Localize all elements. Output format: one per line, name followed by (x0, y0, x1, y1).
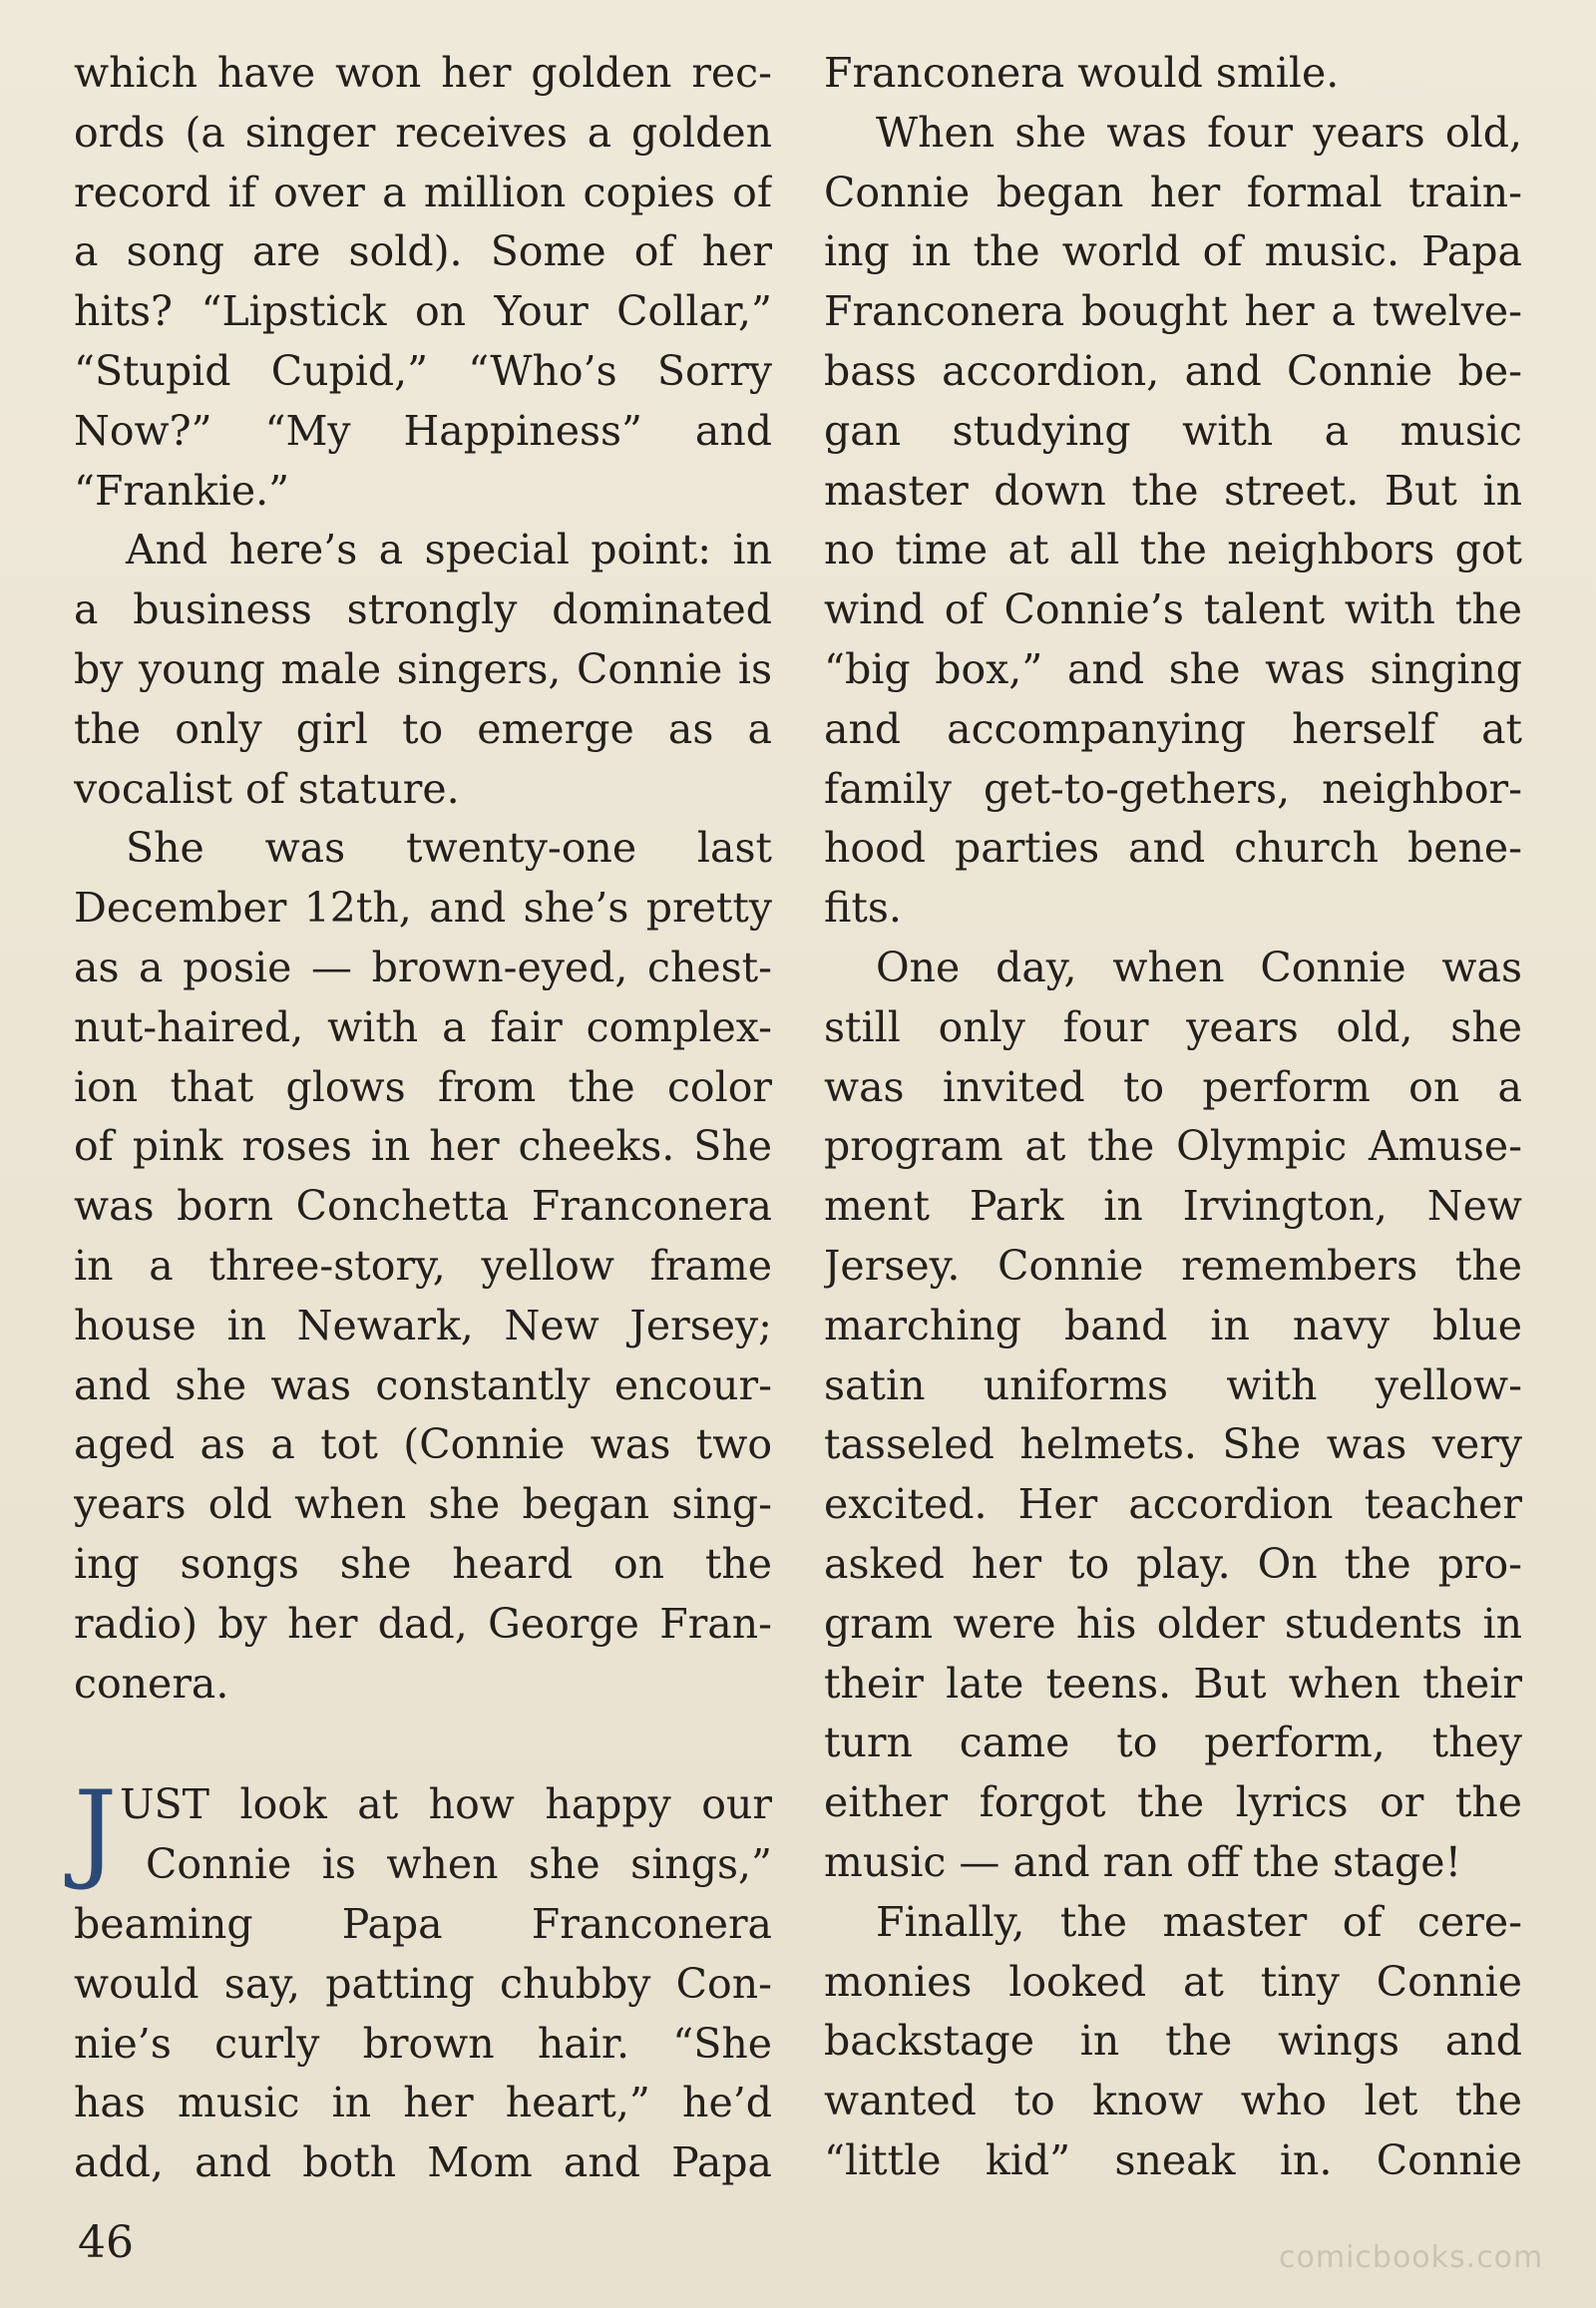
text-line: aged as a tot (Connie was two (74, 1420, 772, 1469)
text-line: family get-to-gethers, neighbor- (824, 764, 1522, 813)
text-line: has music in her heart,” he’d (74, 2079, 772, 2127)
text-line: was born Conchetta Franconera (74, 1182, 772, 1231)
text-line: was invited to perform on a (824, 1062, 1522, 1111)
text-line: add, and both Mom and Papa (74, 2138, 772, 2187)
paragraph-golden-records (74, 44, 772, 521)
text-line: “little kid” sneak in. Connie (824, 2135, 1522, 2184)
paragraph-master-of-ceremonies (824, 1893, 1522, 2191)
text-line: which have won her golden rec- (74, 49, 772, 97)
text-line: And here’s a special point: in (126, 526, 772, 575)
text-line: wind of Connie’s talent with the (824, 585, 1522, 634)
text-line: no time at all the neighbors got (824, 526, 1522, 575)
text-line: still only four years old, she (824, 1002, 1522, 1051)
text-line: record if over a million copies of (74, 168, 772, 216)
text-line: backstage in the wings and (824, 2017, 1522, 2066)
text-line: bass accordion, and Connie be- (824, 346, 1522, 395)
text-line: marching band in navy blue (824, 1301, 1522, 1349)
text-line: excited. Her accordion teacher (824, 1480, 1522, 1529)
text-line: Connie is when she sings,” (146, 1840, 772, 1889)
text-line: the only girl to emerge as a (74, 704, 772, 753)
text-line: Jersey. Connie remembers the (824, 1241, 1522, 1290)
text-line: turn came to perform, they (824, 1719, 1522, 1767)
text-line: in a three-story, yellow frame (74, 1241, 772, 1290)
text-line: “Frankie.” (74, 466, 290, 515)
right-column (824, 44, 1522, 2191)
paragraph-smile (824, 44, 1522, 104)
text-line: a business strongly dominated (74, 585, 772, 634)
text-line: years old when she began sing- (74, 1480, 772, 1529)
text-line: Now?” “My Happiness” and (74, 406, 772, 455)
page-number: 46 (78, 2217, 134, 2268)
text-line: satin uniforms with yellow- (824, 1360, 1522, 1409)
text-line: by young male singers, Connie is (74, 644, 772, 693)
text-line: She was twenty-one last (126, 824, 772, 873)
text-line: their late teens. But when their (824, 1659, 1522, 1708)
text-line: wanted to know who let the (824, 2077, 1522, 2125)
text-line: “Stupid Cupid,” “Who’s Sorry (74, 346, 772, 395)
text-line: tasseled helmets. She was very (824, 1420, 1522, 1469)
text-line: nie’s curly brown hair. “She (74, 2019, 772, 2068)
text-line: asked her to play. On the pro- (824, 1539, 1522, 1588)
text-line: radio) by her dad, George Fran- (74, 1599, 772, 1648)
text-line: UST look at how happy our (120, 1780, 772, 1829)
text-line: ion that glows from the color (74, 1062, 772, 1111)
text-line: vocalist of stature. (74, 764, 460, 813)
text-line: fits. (824, 884, 902, 933)
text-line: would say, patting chubby Con- (74, 1959, 772, 2008)
text-line: as a posie — brown-eyed, chest- (74, 943, 772, 991)
text-line: ords (a singer receives a golden (74, 108, 772, 157)
text-line: nut-haired, with a fair complex- (74, 1002, 772, 1051)
paragraph-special-point (74, 521, 772, 819)
section-break (74, 1714, 772, 1775)
drop-cap: J (74, 1768, 118, 1894)
text-line: December 12th, and she’s pretty (74, 884, 772, 933)
text-line: ment Park in Irvington, New (824, 1182, 1522, 1231)
text-line: of pink roses in her cheeks. She (74, 1122, 772, 1171)
text-line: hood parties and church bene- (824, 824, 1522, 873)
paragraph-music-training (824, 104, 1522, 939)
paragraph-papa-quote (74, 1768, 772, 2193)
text-line: conera. (74, 1659, 229, 1708)
text-line: master down the street. But in (824, 466, 1522, 515)
text-line: Franconera would smile. (824, 49, 1340, 97)
paragraph-biography (74, 819, 772, 1714)
text-line: hits? “Lipstick on Your Collar,” (74, 287, 772, 336)
paragraph-olympic-park (824, 939, 1522, 1893)
text-line: One day, when Connie was (876, 943, 1522, 991)
text-line: program at the Olympic Amuse- (824, 1122, 1522, 1171)
text-line: and she was constantly encour- (74, 1360, 772, 1409)
text-line: Franconera bought her a twelve- (824, 287, 1522, 336)
text-line: gram were his older students in (824, 1599, 1522, 1648)
watermark: comicbooks.com (1279, 2240, 1544, 2275)
text-line: Finally, the master of cere- (876, 1897, 1522, 1946)
text-line: and accompanying herself at (824, 704, 1522, 753)
text-line: When she was four years old, (876, 108, 1522, 157)
text-line: house in Newark, New Jersey; (74, 1301, 772, 1349)
text-line: either forgot the lyrics or the (824, 1778, 1522, 1827)
text-line: Connie began her formal train- (824, 168, 1522, 216)
text-line: monies looked at tiny Connie (824, 1957, 1522, 2006)
text-line: gan studying with a music (824, 406, 1522, 455)
text-line: beaming Papa Franconera (74, 1899, 772, 1948)
text-line: a song are sold). Some of her (74, 227, 772, 276)
text-line: music — and ran off the stage! (824, 1837, 1462, 1886)
text-line: “big box,” and she was singing (824, 644, 1522, 693)
left-column (74, 44, 772, 2193)
text-line: ing in the world of music. Papa (824, 227, 1522, 276)
text-line: ing songs she heard on the (74, 1539, 772, 1588)
